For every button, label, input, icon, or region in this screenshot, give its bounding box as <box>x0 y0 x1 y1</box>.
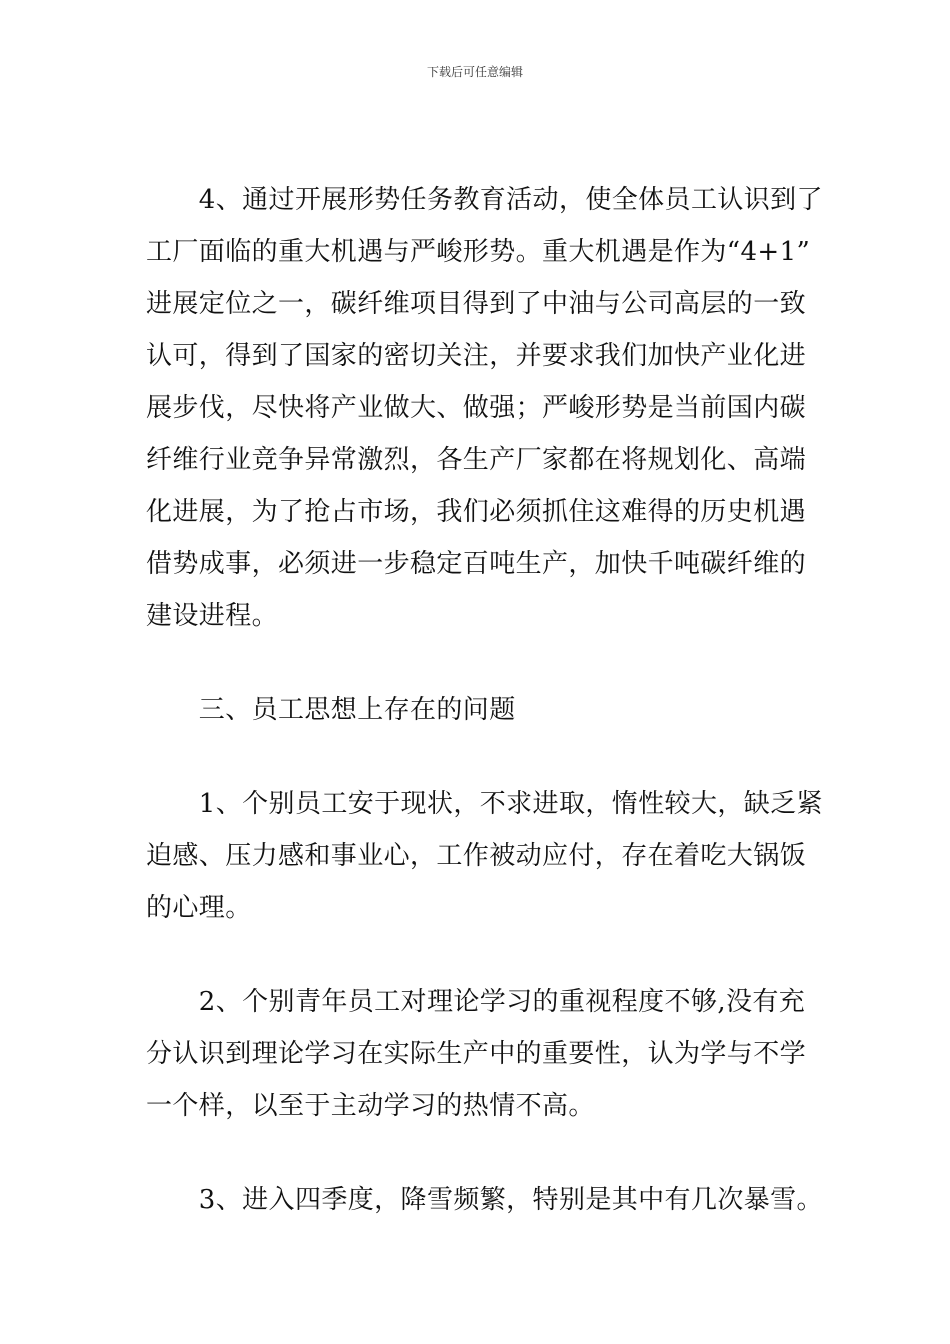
paragraph-2-line: 一个样，以至于主动学习的热情不高。 <box>146 1091 595 1121</box>
paragraph-1-line: 1、个别员工安于现状，不求进取，惰性较大，缺乏紧 <box>146 789 823 819</box>
paragraph-1-line: 迫感、压力感和事业心，工作被动应付，存在着吃大锅饭 <box>146 841 807 871</box>
page-header: 下载后可任意编辑 <box>426 65 523 79</box>
paragraph-2-line: 2、个别青年员工对理论学习的重视程度不够,没有充 <box>146 987 806 1017</box>
paragraph-3-line: 3、进入四季度，降雪频繁，特别是其中有几次暴雪。 <box>146 1185 823 1215</box>
paragraph-4-line: 化进展，为了抢占市场，我们必须抓住这难得的历史机遇 <box>146 497 807 527</box>
paragraph-1-line: 的心理。 <box>146 893 252 923</box>
paragraph-4-line: 借势成事，必须进一步稳定百吨生产，加快千吨碳纤维的 <box>146 549 807 579</box>
paragraph-4-line: 工厂面临的重大机遇与严峻形势。重大机遇是作为“4+1” <box>146 237 811 267</box>
paragraph-4-line: 4、通过开展形势任务教育活动，使全体员工认识到了 <box>146 185 823 215</box>
paragraph-4-line: 纤维行业竞争异常激烈，各生产厂家都在将规划化、高端 <box>146 445 807 475</box>
paragraph-2-line: 分认识到理论学习在实际生产中的重要性，认为学与不学 <box>146 1039 807 1069</box>
section-heading: 三、员工思想上存在的问题 <box>146 695 516 725</box>
paragraph-4-line: 展步伐，尽快将产业做大、做强；严峻形势是当前国内碳 <box>146 393 807 423</box>
paragraph-4-line: 建设进程。 <box>146 601 279 631</box>
paragraph-4-line: 认可，得到了国家的密切关注，并要求我们加快产业化进 <box>146 341 807 371</box>
paragraph-4-line: 进展定位之一，碳纤维项目得到了中油与公司高层的一致 <box>146 289 807 319</box>
